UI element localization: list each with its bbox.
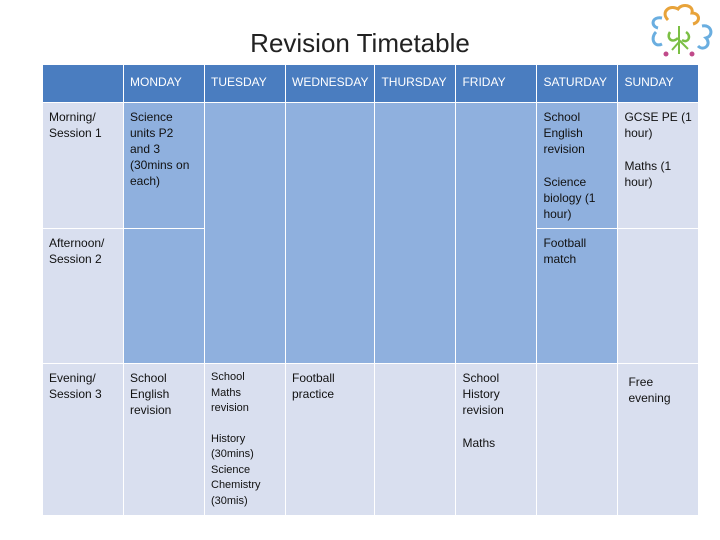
entry: School English revision — [543, 110, 585, 156]
cell-sunday-morning — [618, 103, 699, 229]
day-header: WEDNESDAY — [286, 65, 375, 103]
cell-saturday-evening — [537, 364, 618, 516]
cell-thursday-day — [375, 103, 456, 364]
row-label-morning: Morning/ Session 1 — [43, 103, 124, 229]
row-label-afternoon: Afternoon/ Session 2 — [43, 229, 124, 364]
day-header: THURSDAY — [375, 65, 456, 103]
entry: School History revision — [462, 371, 504, 417]
day-header: MONDAY — [124, 65, 205, 103]
cell-thursday-evening — [375, 364, 456, 516]
entry: School Maths revision — [211, 371, 249, 414]
day-header: TUESDAY — [205, 65, 286, 103]
entry: GCSE PE (1 hour) — [624, 110, 692, 140]
day-header: FRIDAY — [456, 65, 537, 103]
cell-tuesday-evening — [205, 364, 286, 516]
cell-saturday-afternoon: Football match — [537, 229, 618, 364]
cell-monday-afternoon — [124, 229, 205, 364]
cell-wednesday-evening: Football practice — [286, 364, 375, 516]
cell-sunday-evening: Free evening — [618, 364, 699, 516]
entry: Maths (1 hour) — [624, 159, 672, 189]
header-corner — [43, 65, 124, 103]
page-title: Revision Timetable — [250, 28, 470, 58]
table-row-morning — [43, 103, 699, 229]
day-header: SUNDAY — [618, 65, 699, 103]
entry: History (30mins) Science Chemistry (30mis) — [211, 432, 261, 507]
cell-friday-evening — [456, 364, 537, 516]
family-tree-logo-icon — [646, 2, 716, 62]
table-row-evening — [43, 364, 699, 516]
cell-wednesday-day — [286, 103, 375, 364]
timetable — [42, 64, 699, 516]
header-row — [43, 65, 699, 103]
entry: Maths — [462, 436, 496, 450]
entry: Science biology (1 hour) — [543, 175, 596, 221]
cell-saturday-morning — [537, 103, 618, 229]
cell-monday-morning: Science units P2 and 3 (30mins on each) — [124, 103, 205, 229]
day-header: SATURDAY — [537, 65, 618, 103]
cell-tuesday-day — [205, 103, 286, 364]
cell-monday-evening: School English revision — [124, 364, 205, 516]
cell-friday-day — [456, 103, 537, 364]
cell-sunday-afternoon — [618, 229, 699, 364]
row-label-evening: Evening/ Session 3 — [43, 364, 124, 516]
